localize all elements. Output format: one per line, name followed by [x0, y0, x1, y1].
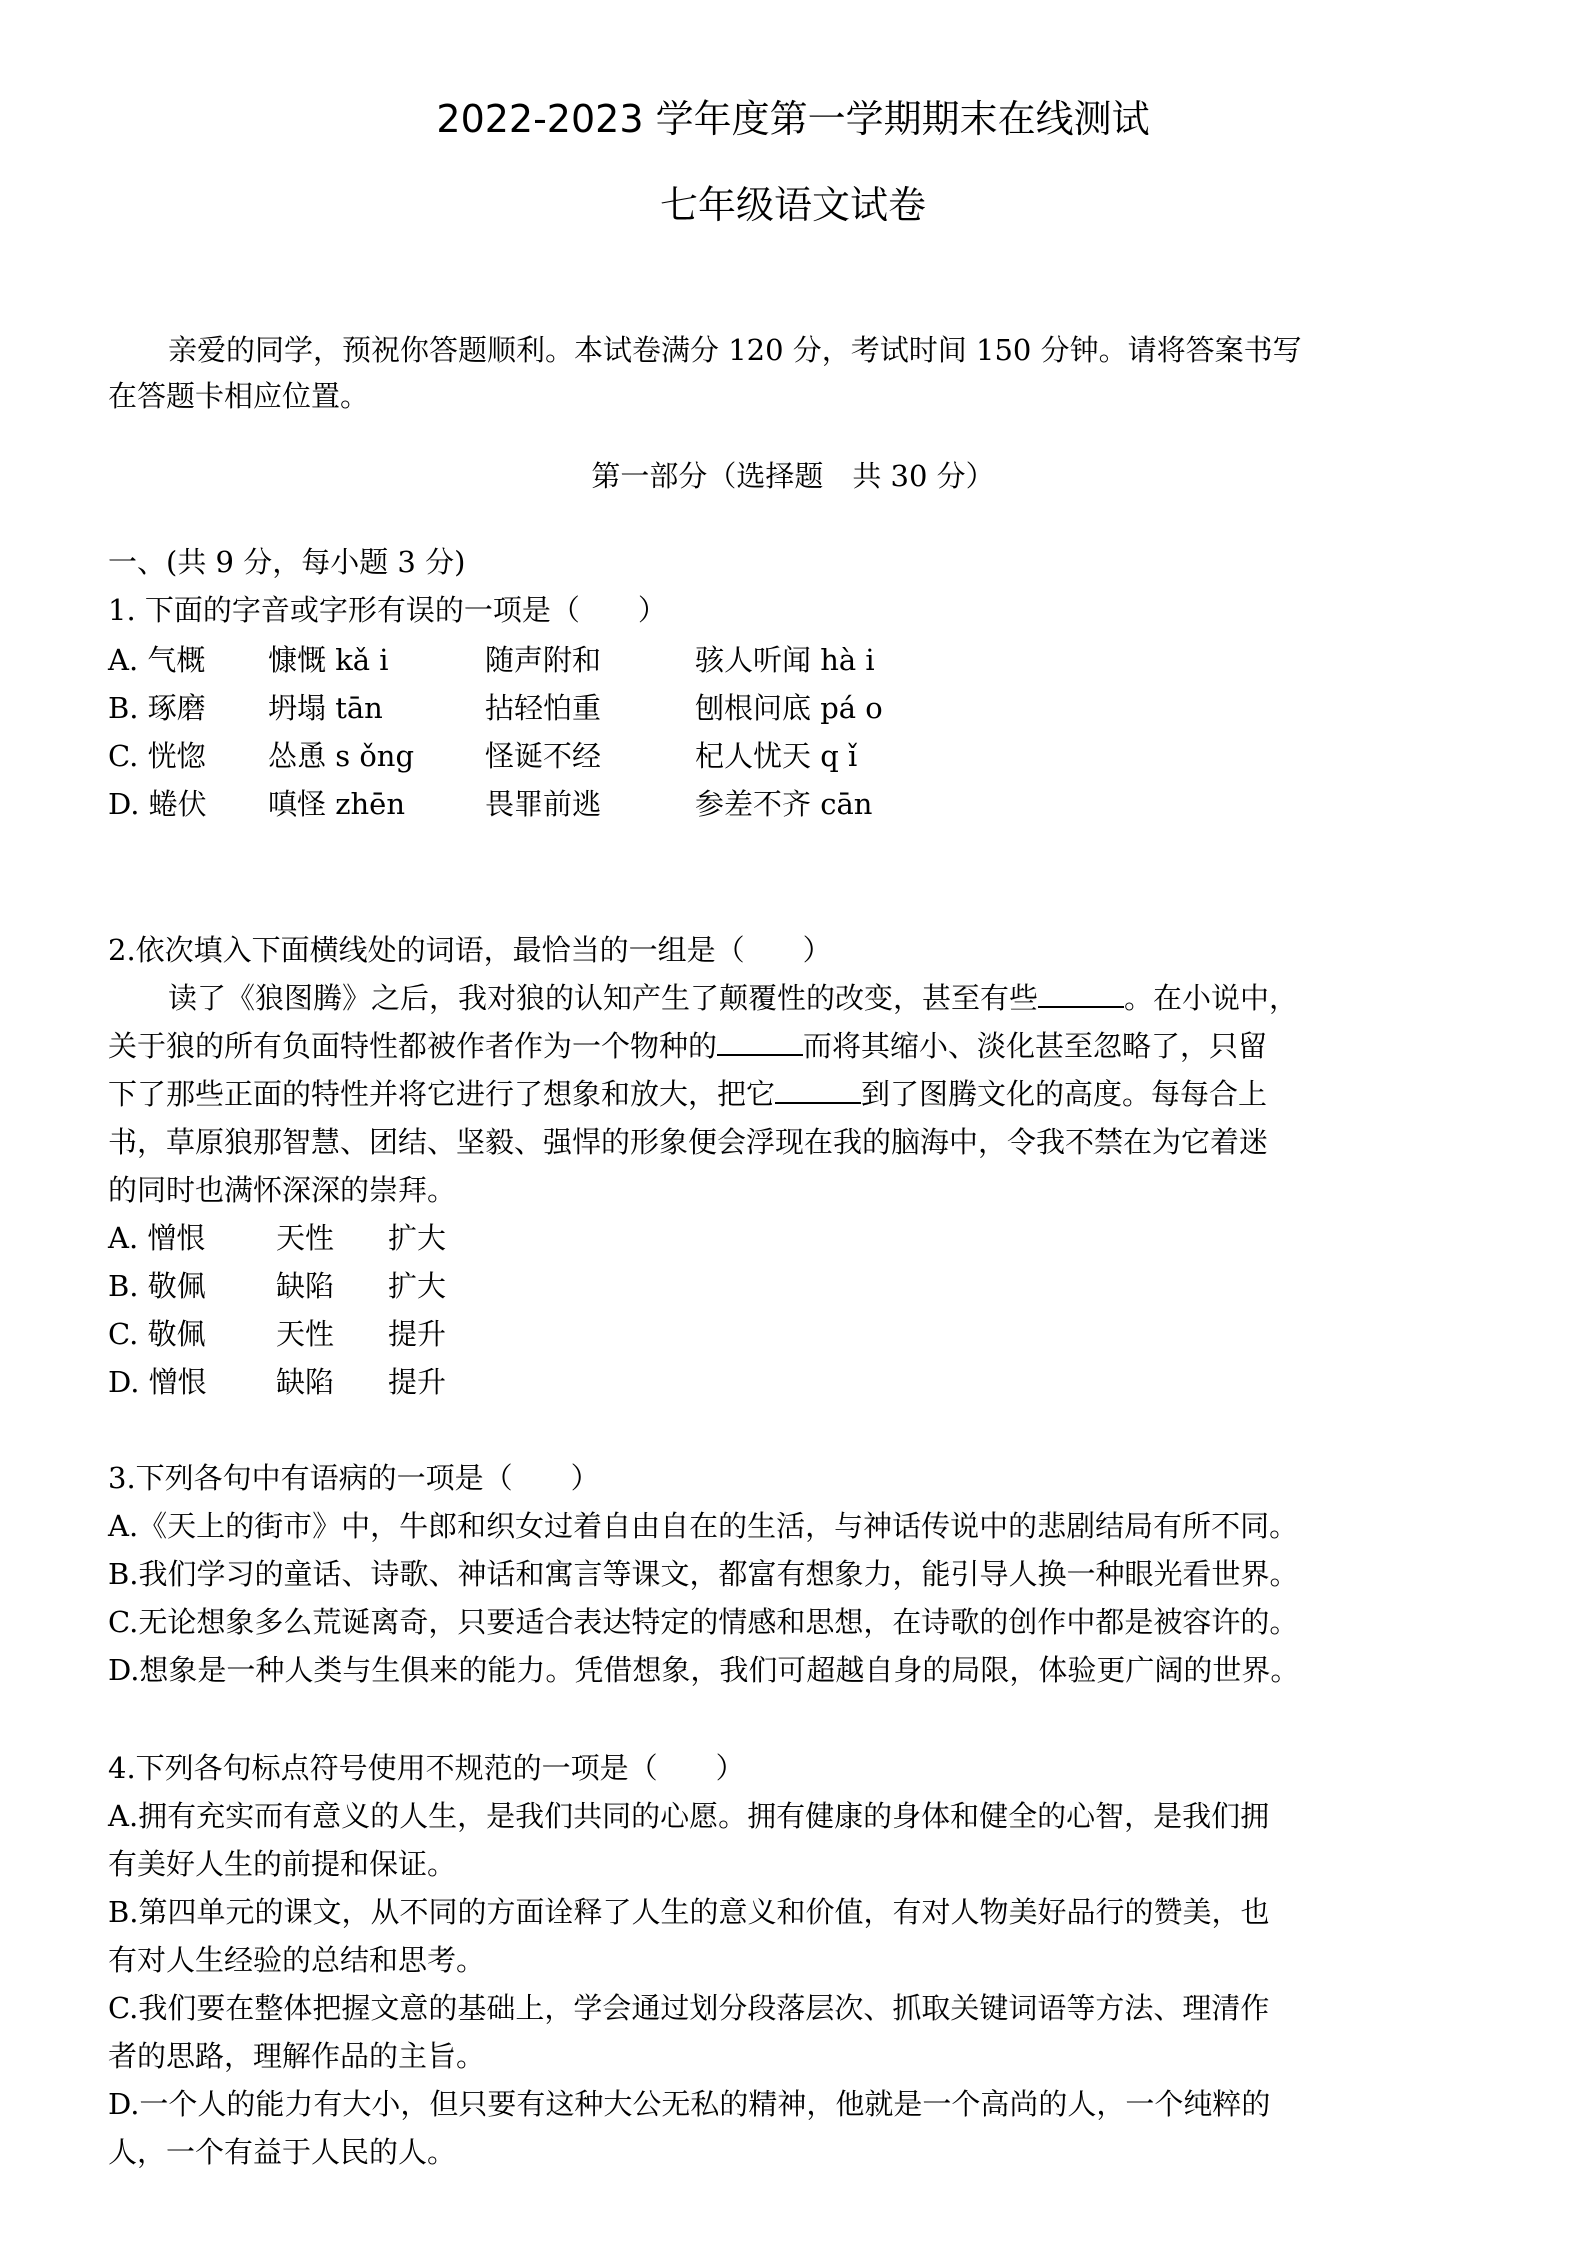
q4-option-c-line-2: 者的思路，理解作品的主旨。: [108, 2039, 486, 2073]
q1-option-d-c2: 嗔怪 zhēn: [268, 787, 406, 821]
q2-option-c-label: C. 敬佩: [108, 1317, 206, 1351]
q4-stem: 4.下列各句标点符号使用不规范的一项是（ ）: [108, 1751, 745, 1785]
q2-passage-line-4: 书，草原狼那智慧、团结、坚毅、强悍的形象便会浮现在我的脑海中，令我不禁在为它着迷: [108, 1125, 1269, 1159]
q3-option-c: C.无论想象多么荒诞离奇，只要适合表达特定的情感和思想，在诗歌的创作中都是被容许的。: [108, 1605, 1299, 1639]
q2-option-d-c3: 提升: [388, 1365, 447, 1399]
section1-heading: 一、(共 9 分，每小题 3 分): [108, 545, 466, 579]
q4-option-d-line-1: D.一个人的能力有大小，但只要有这种大公无私的精神，他就是一个高尚的人，一个纯粹的: [108, 2087, 1271, 2121]
q2-option-b-label: B. 敬佩: [108, 1269, 206, 1303]
q1-option-d-c3: 畏罪前逃: [485, 787, 602, 821]
exam-subtitle: 七年级语文试卷: [659, 183, 926, 227]
q3-option-a: A.《天上的街市》中，牛郎和织女过着自由自在的生活，与神话传说中的悲剧结局有所不同。: [108, 1509, 1299, 1543]
fill-blank-3: [775, 1074, 861, 1104]
q2-passage-text: 关于狼的所有负面特性都被作者作为一个物种的: [108, 1029, 718, 1063]
q2-passage-line-5: 的同时也满怀深深的崇拜。: [108, 1173, 457, 1207]
fill-blank-2: [717, 1026, 803, 1056]
q1-option-c-c2: 怂恿 s ǒng: [268, 739, 415, 773]
q1-option-b-label: B. 琢磨: [108, 691, 206, 725]
q2-option-c-c2: 天性: [276, 1317, 335, 1351]
q1-option-a-label: A. 气概: [108, 643, 206, 677]
q4-option-b-line-2: 有对人生经验的总结和思考。: [108, 1943, 486, 1977]
q2-passage-text: 下了那些正面的特性并将它进行了想象和放大，把它: [108, 1077, 776, 1111]
q1-option-c-c4: 杞人忧天 q ǐ: [695, 739, 858, 773]
q2-option-d-c2: 缺陷: [276, 1365, 335, 1399]
q2-passage-line-3: [108, 1070, 1267, 1118]
q1-stem: 1. 下面的字音或字形有误的一项是（ ）: [108, 593, 667, 627]
q1-option-c-c3: 怪诞不经: [485, 739, 602, 773]
q1-option-a-c2: 慷慨 kǎ i: [268, 643, 389, 677]
q4-option-d-line-2: 人，一个有益于人民的人。: [108, 2135, 457, 2169]
q3-stem: 3.下列各句中有语病的一项是（ ）: [108, 1461, 600, 1495]
q2-option-a-label: A. 憎恨: [108, 1221, 206, 1255]
q2-option-d-label: D. 憎恨: [108, 1365, 207, 1399]
q2-passage-text: 。在小说中，: [1124, 981, 1299, 1015]
q1-option-a-c4: 骇人听闻 hà i: [695, 643, 875, 677]
q2-option-c-c3: 提升: [388, 1317, 447, 1351]
q2-option-a-c3: 扩大: [388, 1221, 447, 1255]
intro-line-2: 在答题卡相应位置。: [108, 379, 370, 413]
q2-passage-text: 到了图腾文化的高度。每每合上: [861, 1077, 1268, 1111]
part1-heading: 第一部分（选择题 共 30 分）: [591, 459, 995, 493]
q2-passage-line-1: [168, 974, 1298, 1022]
q4-option-c-line-1: C.我们要在整体把握文意的基础上，学会通过划分段落层次、抓取关键词语等方法、理清作: [108, 1991, 1270, 2025]
q2-passage-line-2: [108, 1022, 1267, 1070]
q1-option-b-c3: 拈轻怕重: [485, 691, 602, 725]
q4-option-b-line-1: B.第四单元的课文，从不同的方面诠释了人生的意义和价值，有对人物美好品行的赞美，也: [108, 1895, 1270, 1929]
q1-option-c-label: C. 恍惚: [108, 739, 206, 773]
q1-option-b-c4: 刨根问底 pá o: [695, 691, 883, 725]
q1-option-d-c4: 参差不齐 cān: [695, 787, 873, 821]
q2-passage-text: 读了《狼图腾》之后，我对狼的认知产生了颠覆性的改变，甚至有些: [168, 981, 1039, 1015]
q1-option-a-c3: 随声附和: [485, 643, 602, 677]
q4-option-a-line-2: 有美好人生的前提和保证。: [108, 1847, 457, 1881]
q2-option-a-c2: 天性: [276, 1221, 335, 1255]
q2-option-b-c2: 缺陷: [276, 1269, 335, 1303]
fill-blank-1: [1038, 978, 1124, 1008]
intro-line-1: 亲爱的同学，预祝你答题顺利。本试卷满分 120 分，考试时间 150 分钟。请将答案书写: [168, 333, 1302, 367]
q4-option-a-line-1: A.拥有充实而有意义的人生，是我们共同的心愿。拥有健康的身体和健全的心智，是我们拥: [108, 1799, 1270, 1833]
q2-passage-text: 而将其缩小、淡化甚至忽略了，只留: [803, 1029, 1268, 1063]
q2-option-b-c3: 扩大: [388, 1269, 447, 1303]
q3-option-d: D.想象是一种人类与生俱来的能力。凭借想象，我们可超越自身的局限，体验更广阔的世界。: [108, 1653, 1300, 1687]
q3-option-b: B.我们学习的童话、诗歌、神话和寓言等课文，都富有想象力，能引导人换一种眼光看世界。: [108, 1557, 1299, 1591]
exam-title: 2022-2023 学年度第一学期期末在线测试: [436, 97, 1150, 141]
q1-option-b-c2: 坍塌 tān: [268, 691, 383, 725]
q2-stem: 2.依次填入下面横线处的词语，最恰当的一组是（ ）: [108, 933, 832, 967]
q1-option-d-label: D. 蜷伏: [108, 787, 207, 821]
